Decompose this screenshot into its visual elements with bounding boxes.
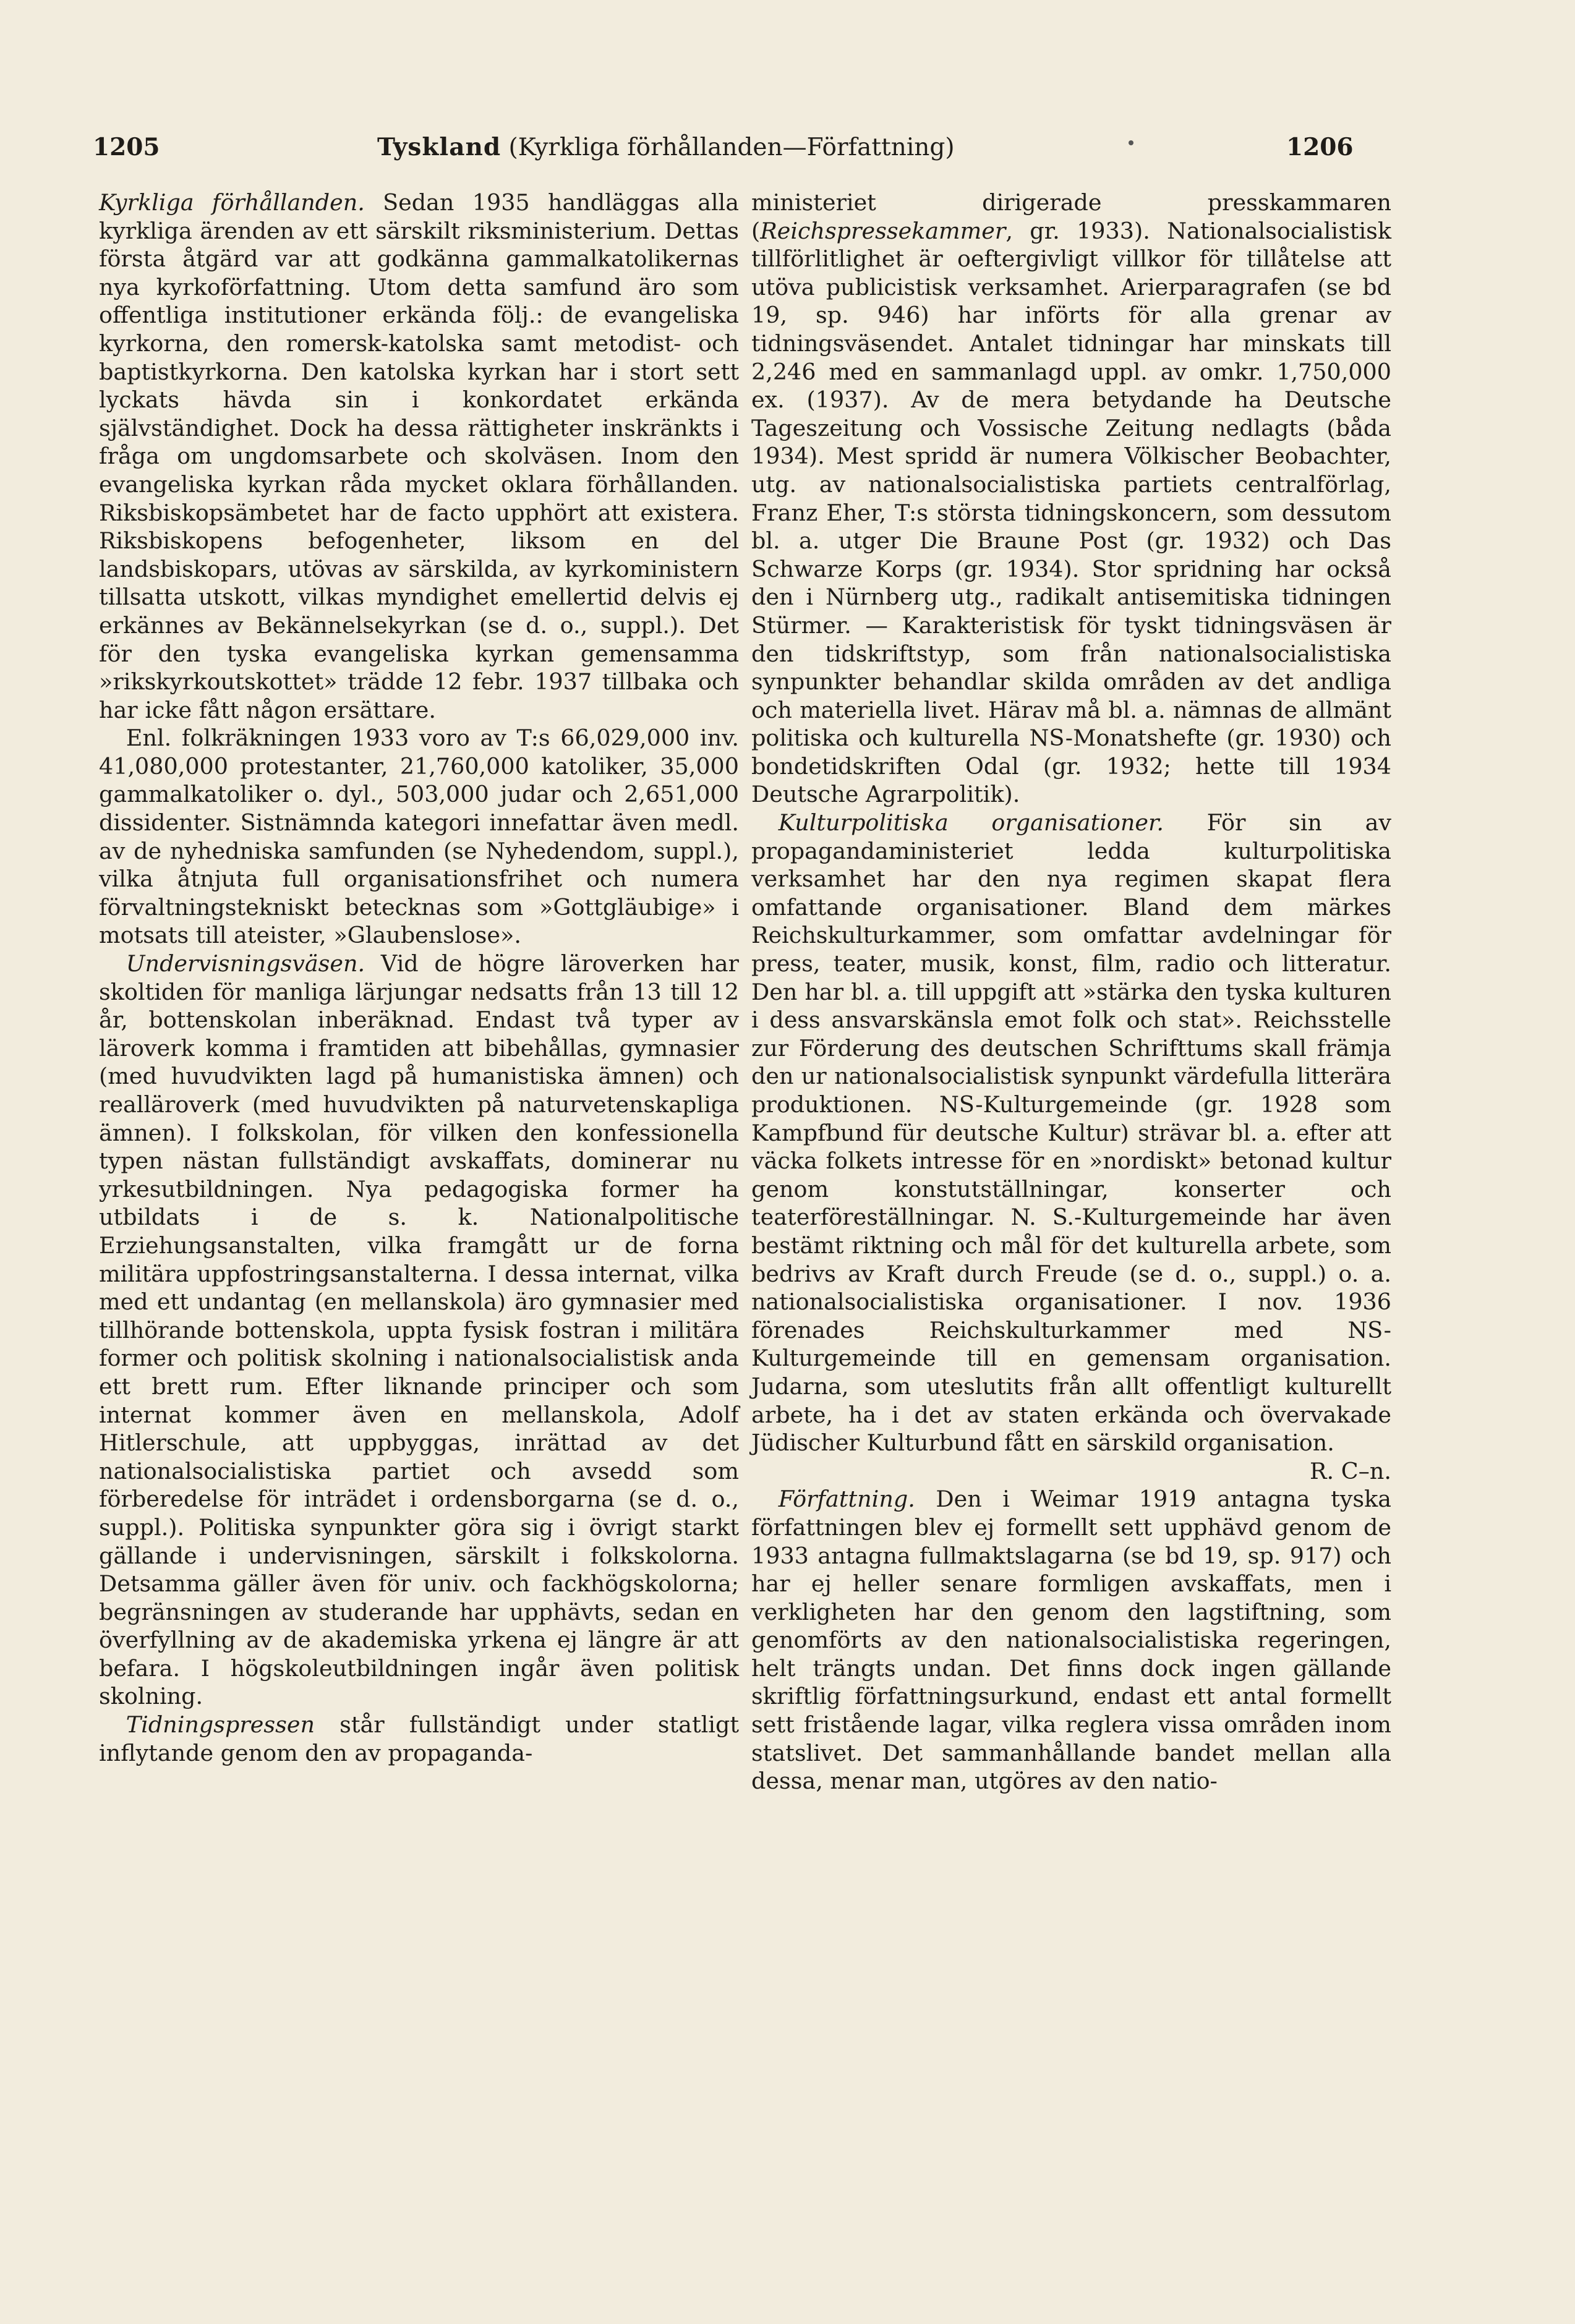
paragraph-tidningspressen [99, 1711, 739, 1767]
print-dot [1129, 140, 1133, 145]
left-column [99, 189, 739, 1767]
paragraph-text: , gr. 1933). Nationalsocialistisk tillförlitlighet är oeftergivligt villkor för tillåtelse att utöva publicistisk verksamhet. Arierparagrafen (se bd 19, sp. 946) har införts för alla grenar av tidningsväsendet. Antalet tidningar har minskats till 2,246 med en sammanlagd uppl. av omkr. 1,750,000 ex. (1937). Av de mera betydande ha Deutsche Tageszeitung och Vossische Zeitung nedlagts (båda 1934). Mest spridd är numera Völkischer Beobachter, utg. av nationalsocialistiska partiets centralförlag, Franz Eher, T:s största tidningskoncern, som dessutom bl. a. utger Die Braune Post (gr. 1932) och Das Schwarze Korps (gr. 1934). Stor spridning har också den i Nürnberg utg., radikalt antisemitiska tidningen Stürmer. — Karakteristisk för tyskt tidningsväsen är den tidskriftstyp, som från nationalsocialistiska synpunkter behandlar skilda områden av det andliga och materiella livet. Härav må bl. a. nämnas de allmänt politiska och kulturella NS-Monatshefte (gr. 1930) och bondetidskriften Odal (gr. 1932; hette till 1934 Deutsche Agrarpolitik). [751, 217, 1391, 808]
paragraph-kyrkliga [99, 189, 739, 724]
paragraph-kulturpolitiska [751, 809, 1391, 1457]
paragraph-text: Vid de högre läroverken har skoltiden för manliga lärjungar nedsatts från 13 till 12 år, bottenskolan inberäknad. Endast två typer av läroverk komma i framtiden att bibehållas, gymnasier (med huvudvikten lagd på humanistiska ämnen) och realläroverk (med huvudvikten på naturvetenskapliga ämnen). I folkskolan, för vilken den konfessionella typen nästan fullständigt avskaffats, dominerar nu yrkesutbildningen. Nya pedagogiska former ha utbildats i de s. k. Nationalpolitische Erziehungsanstalten, vilka framgått ur de forna militära uppfostringsanstalterna. I dessa internat, vilka med ett undantag (en mellanskola) äro gymnasier med tillhörande bottenskola, uppta fysisk fostran i militära former och politisk skolning i nationalsocialistisk anda ett brett rum. Efter liknande principer och som internat kommer även en mellanskola, Adolf Hitlerschule, att uppbyggas, inrättad av det nationalsocialistiska partiet och avsedd som förberedelse för inträdet i ordensborgarna (se d. o., suppl.). Politiska synpunkter göra sig i övrigt starkt gällande i undervisningen, särskilt i folkskolorna. Detsamma gäller även för univ. och fackhögskolorna; begränsningen av studerande har upphävts, sedan en överfyllning av de akademiska yrkena ej längre är att befara. I högskoleutbildningen ingår även politisk skolning. [99, 950, 739, 1710]
paragraph-text: Enl. folkräkningen 1933 voro av T:s 66,029,000 inv. 41,080,000 protestanter, 21,760,000 katoliker, 35,000 gammalkatoliker o. dyl., 503,000 judar och 2,651,000 dissidenter. Sistnämnda kategori innefattar även medl. av de nyhedniska samfunden (se Nyhedendom, suppl.), vilka åtnjuta full organisationsfrihet och numera förvaltningstekniskt betecknas som »Gottgläubige» i motsats till ateister, »Glaubenslose». [99, 725, 739, 949]
author-signature: R. C–n. [1310, 1457, 1391, 1484]
italic-term: Reichspressekammer [760, 217, 1006, 244]
running-title-sub: (Kyrkliga förhållanden—Författning) [508, 134, 955, 161]
section-lead-tidningspressen: Tidningspressen [126, 1711, 315, 1739]
section-lead-undervisning: Undervisningsväsen. [126, 950, 365, 977]
paragraph-folkrakning [99, 724, 739, 950]
paragraph-undervisning [99, 950, 739, 1711]
paragraph-text: Den i Weimar 1919 antagna tyska författningen blev ej formellt sett upphävd genom de 1933 antagna fullmaktslagarna (se bd 19, sp. 917) och har ej heller senare formligen avskaffats, men i verkligheten har den genom den lagstiftning, som genomförts av den nationalsocialistiska regeringen, helt trängts undan. Det finns dock ingen gällande skriftlig författningsurkund, endast ett antal formellt sett fristående lagar, vilka reglera vissa områden inom statslivet. Det sammanhållande bandet mellan alla dessa, menar man, utgöres av den natio- [751, 1486, 1391, 1795]
right-column [751, 189, 1391, 1795]
paragraph-text: Sedan 1935 handläggas alla kyrkliga ärenden av ett särskilt riksministerium. Dettas första åtgärd var att godkänna gammalkatolikernas nya kyrkoförfattning. Utom detta samfund äro som offentliga institutioner erkända följ.: de evangeliska kyrkorna, den romersk-katolska samt metodist- och baptistkyrkorna. Den katolska kyrkan har i stort sett lyckats hävda sin i konkordatet erkända självständighet. Dock ha dessa rättigheter inskränkts i fråga om ungdomsarbete och skolväsen. Inom den evangeliska kyrkan råda mycket oklara förhållanden. Riksbiskopsämbetet har de facto upphört att existera. Riksbiskopens befogenheter, liksom en del landsbiskopars, utövas av särskilda, av kyrkoministern tillsatta utskott, vilkas myndighet emellertid delvis ej erkännes av Bekännelsekyrkan (se d. o., suppl.). Det för den tyska evangeliska kyrkan gemensamma »rikskyrkoutskottet» trädde 12 febr. 1937 tillbaka och har icke fått någon ersättare. [99, 189, 739, 723]
signature-line [751, 1457, 1391, 1486]
running-title [377, 133, 955, 161]
paragraph-text: står fullständigt under statligt inflytande genom den av propaganda- [99, 1711, 739, 1766]
page-number-right: 1206 [1286, 133, 1354, 161]
paragraph-press-continued [751, 189, 1391, 809]
section-lead-forfattning: Författning. [778, 1486, 915, 1513]
paragraph-forfattning [751, 1485, 1391, 1795]
page-number-left: 1205 [93, 133, 160, 161]
page-header [0, 133, 1575, 170]
section-lead-kyrkliga: Kyrkliga förhållanden. [99, 189, 365, 216]
paragraph-text: För sin av propagandaministeriet ledda kulturpolitiska verksamhet har den nya regimen skapat flera omfattande organisationer. Bland dem märkes Reichskulturkammer, som omfattar avdelningar för press, teater, musik, konst, film, radio och litteratur. Den har bl. a. till uppgift att »stärka den tyska kulturen i dess ansvarskänsla emot folk och stat». Reichsstelle zur Förderung des deutschen Schrifttums skall främja den ur nationalsocialistisk synpunkt värdefulla litterära produktionen. NS-Kulturgemeinde (gr. 1928 som Kampfbund für deutsche Kultur) strävar bl. a. efter att väcka folkets intresse för en »nordiskt» betonad kultur genom konstutställningar, konserter och teaterföreställningar. N. S.-Kulturgemeinde har även bestämt riktning och mål för det kulturella arbete, som bedrivs av Kraft durch Freude (se d. o., suppl.) o. a. nationalsocialistiska organisationer. I nov. 1936 förenades Reichskulturkammer med NS-Kulturgemeinde till en gemensam organisation. Judarna, som uteslutits från allt offentligt kulturellt arbete, ha i det av staten erkända och övervakade Jüdischer Kulturbund fått en särskild organisation. [751, 809, 1391, 1457]
paragraph-text: ministeriet dirigerade presskammaren ( [751, 189, 1391, 244]
section-lead-kulturpolitiska: Kulturpolitiska organisationer. [778, 809, 1164, 836]
running-title-main: Tyskland [377, 133, 502, 161]
